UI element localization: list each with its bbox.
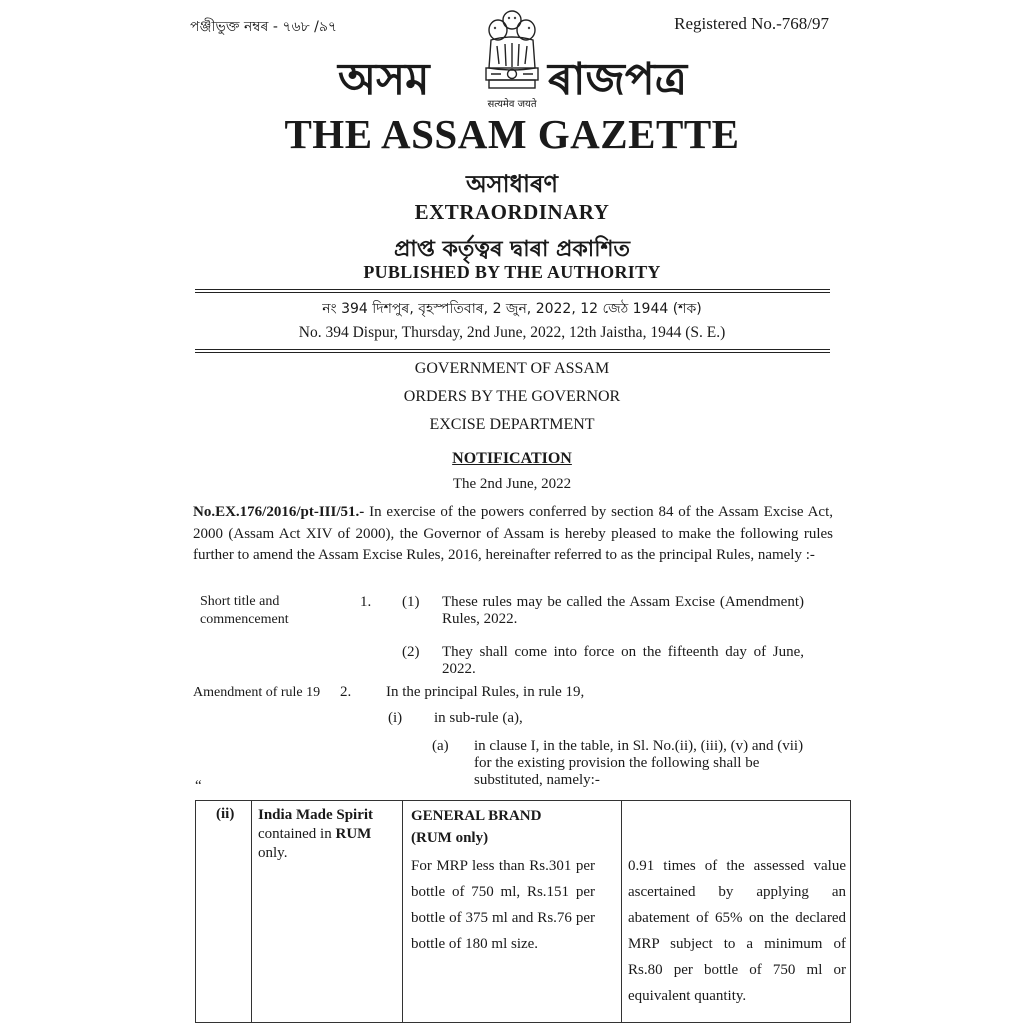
header-rule-top-2: [195, 292, 830, 293]
registered-number-assamese: পঞ্জীভুক্ত নম্বৰ - ৭৬৮ /৯৭: [190, 19, 338, 35]
brand-title: GENERAL BRAND: [411, 808, 542, 824]
notification-date: The 2nd June, 2022: [452, 476, 572, 492]
serial-number: (ii): [216, 806, 235, 822]
item-description: [252, 801, 402, 1022]
government-heading: GOVERNMENT OF ASSAM: [414, 360, 610, 377]
header-rule-top: [195, 289, 830, 290]
national-emblem-icon: [477, 6, 547, 106]
orders-heading: ORDERS BY THE GOVERNOR: [403, 388, 621, 405]
margin-note-short-title: Short title and: [200, 594, 280, 609]
gazette-title-assamese-left: অসম: [338, 54, 430, 105]
published-by-authority: PUBLISHED BY THE AUTHORITY: [363, 262, 661, 282]
brand-cell: [403, 801, 622, 1023]
notification-reference: No.EX.176/2016/pt-III/51.-: [193, 504, 365, 520]
margin-note-amendment: Amendment of rule 19: [193, 685, 321, 700]
gazette-title: THE ASSAM GAZETTE: [284, 111, 740, 157]
preamble-paragraph: [193, 502, 833, 567]
item-cell: [252, 801, 403, 1023]
item-text: contained in: [258, 826, 336, 842]
rule-1-number: 1.: [360, 594, 372, 610]
preamble-text: In exercise of the powers conferred by section 84 of the Assam Excise Act, 2000 (Assam Act XIV of 2000), the Governor of Assam is hereby pleased to make the following rules further to amend the Assam Excise Rules, 2016, hereinafter referred to as the principal Rules, namely :-: [193, 504, 833, 563]
rate-table: [195, 800, 851, 1023]
serial-cell: [196, 801, 252, 1023]
rule-1-2-number: (2): [402, 644, 420, 660]
extraordinary-assamese: অসাধাৰণ: [465, 170, 559, 198]
sub-rule-i-text: in sub-rule (a),: [434, 710, 523, 726]
extraordinary-label: EXTRAORDINARY: [414, 200, 610, 224]
mrp-condition: For MRP less than Rs.301 per bottle of 750 ml, Rs.151 per bottle of 375 ml and Rs.76 per bottle of 180 ml size.: [411, 858, 595, 952]
published-by-authority-assamese: প্ৰাপ্ত কৰ্তৃত্বৰ দ্বাৰা প্ৰকাশিত: [393, 237, 631, 262]
rule-2-number: 2.: [340, 684, 352, 700]
header-rule-bottom: [195, 349, 830, 350]
notification-heading: NOTIFICATION: [452, 450, 572, 467]
issue-line-english: No. 394 Dispur, Thursday, 2nd June, 2022, 12th Jaistha, 1944 (S. E.): [298, 324, 726, 341]
gazette-title-assamese-right: ৰাজপত্ৰ: [548, 54, 688, 105]
registered-number-english: Registered No.-768/97: [674, 14, 829, 33]
opening-quote-mark: “: [195, 778, 202, 794]
value-cell: [622, 801, 851, 1023]
clause-a-number: (a): [432, 738, 449, 754]
item-rum: RUM: [335, 826, 372, 842]
department-heading: EXCISE DEPARTMENT: [429, 416, 595, 433]
brand-subtitle: (RUM only): [411, 830, 489, 846]
margin-note-commencement: commencement: [200, 612, 289, 627]
rule-1-1-number: (1): [402, 594, 420, 610]
sub-rule-i-number: (i): [388, 710, 403, 726]
item-bold: India Made Spirit: [258, 807, 374, 823]
emblem-motto: सत्यमेव जयते: [487, 99, 537, 110]
issue-line-assamese: নং 394 দিশপুৰ, বৃহস্পতিবাৰ, 2 জুন, 2022, 12 জেঠ 1944 (শক): [322, 301, 702, 317]
assessed-value-text: 0.91 times of the assessed value ascertained by applying an abatement of 65% on the declared MRP subject to a minimum of Rs.80 per bottle of 750 ml or equivalent quantity.: [628, 858, 846, 1004]
rule-2-text: In the principal Rules, in rule 19,: [386, 684, 585, 700]
item-only: only.: [258, 845, 288, 861]
table-row: [196, 801, 851, 1023]
rule-1-1-text: These rules may be called the Assam Excise (Amendment) Rules, 2022.: [442, 594, 804, 627]
header-rule-bottom-2: [195, 352, 830, 353]
brand-block: [403, 801, 621, 957]
rule-1-2-text: They shall come into force on the fifteenth day of June, 2022.: [442, 644, 804, 677]
clause-a-text: in clause I, in the table, in Sl. No.(ii), (iii), (v) and (vii) for the existing provision the following shall be substituted, namely:-: [474, 738, 804, 788]
